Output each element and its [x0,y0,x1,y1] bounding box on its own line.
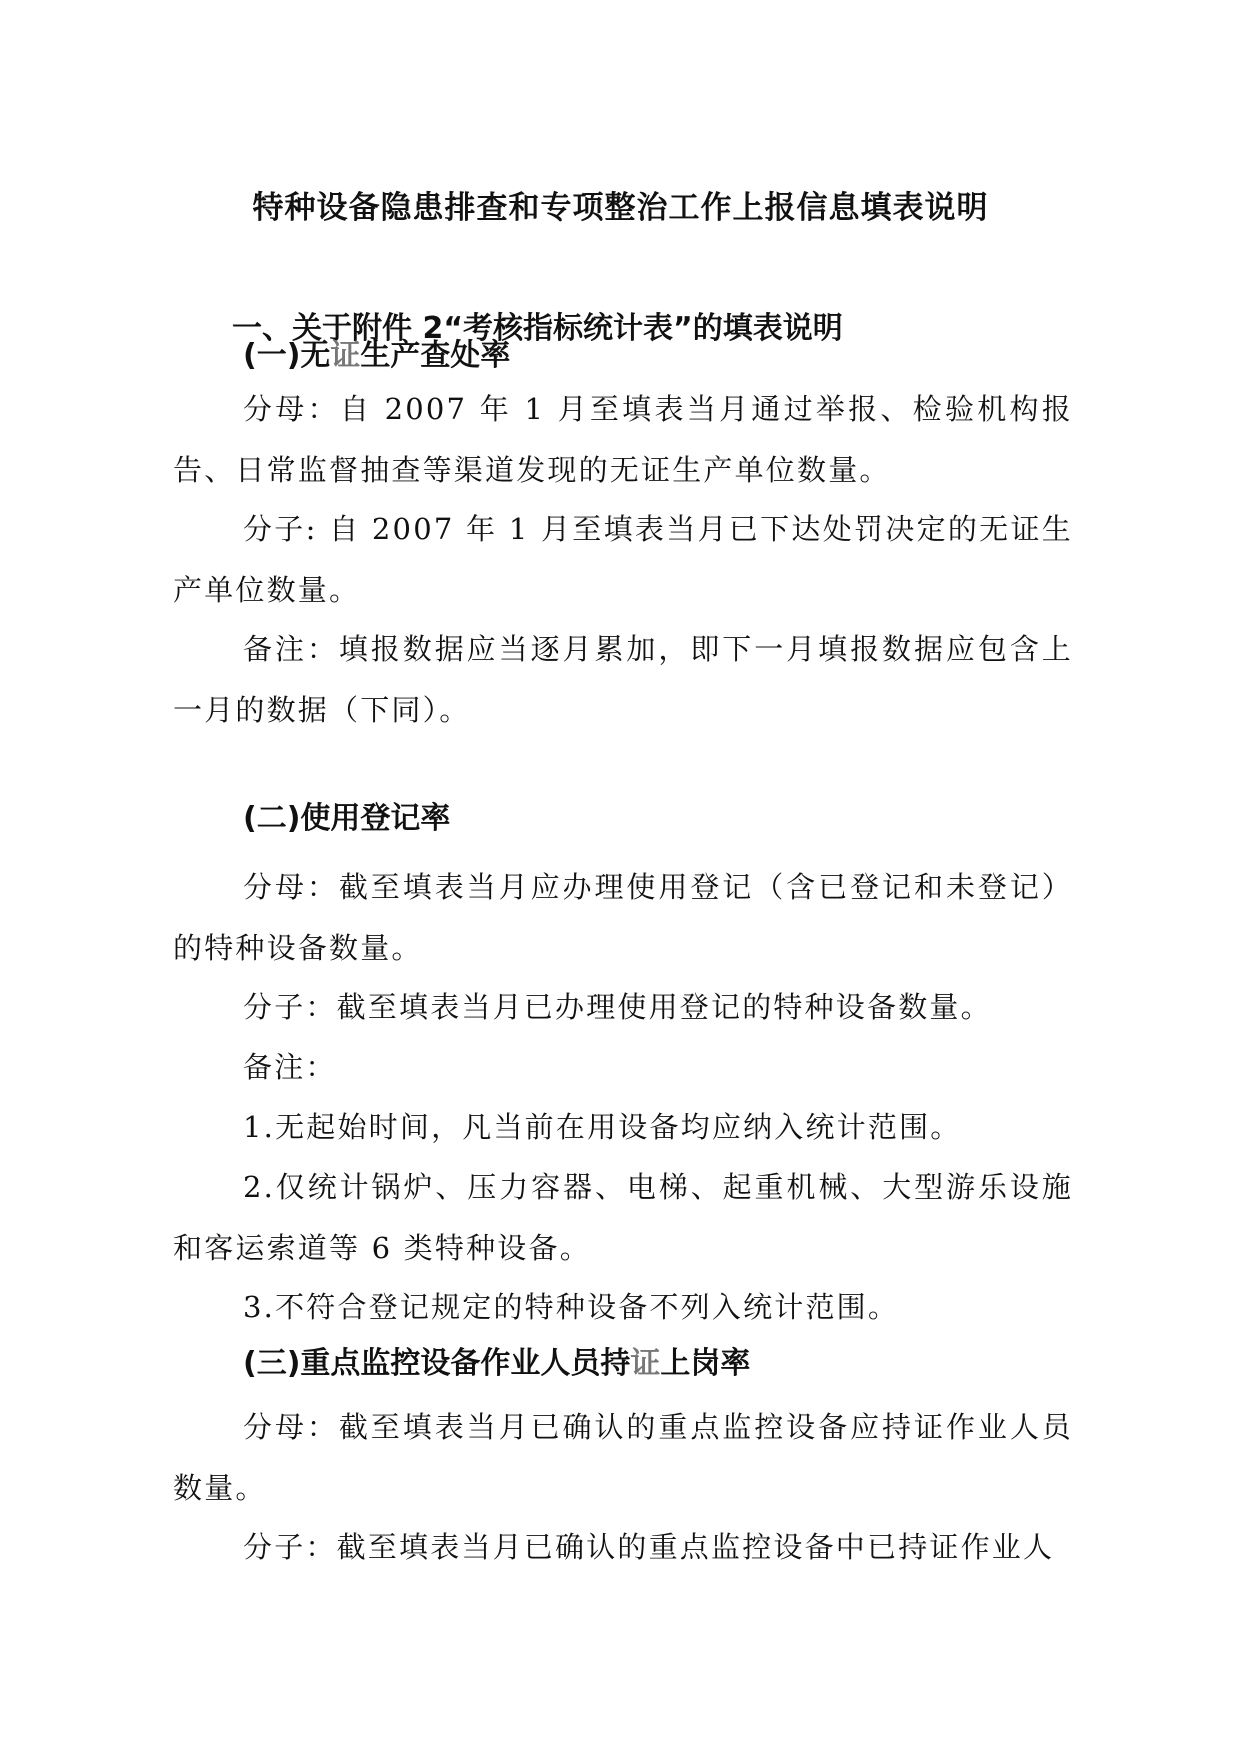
item3-heading-mid: 证 [630,1346,661,1381]
item1-heading-pre: (一)无 [243,338,331,373]
item2-denominator: 分母：截至填表当月应办理使用登记（含已登记和未登记）的特种设备数量。 [173,870,1073,965]
item1-heading-mid: 证 [330,338,361,373]
item2-note-1: 1.无起始时间，凡当前在用设备均应纳入统计范围。 [243,1110,962,1144]
item2-note-3: 3.不符合登记规定的特种设备不列入统计范围。 [243,1290,900,1324]
item1-denominator: 分母：自 2007 年 1 月至填表当月通过举报、检验机构报告、日常监督抽查等渠道发现的无证生产单位数量。 [173,392,1073,487]
item2-note-label: 备注： [243,1050,337,1084]
item1-heading [243,333,510,379]
item2-heading: (二)使用登记率 [243,801,451,836]
item1-numerator: 分子: 自 2007 年 1 月至填表当月已下达处罚决定的无证生产单位数量。 [173,512,1073,607]
item3-denominator: 分母：截至填表当月已确认的重点监控设备应持证作业人员数量。 [173,1410,1073,1505]
document-title: 特种设备隐患排查和专项整治工作上报信息填表说明 [252,190,989,226]
item2-numerator: 分子：截至填表当月已办理使用登记的特种设备数量。 [243,990,992,1024]
item3-heading [243,1341,750,1387]
item2-note-2: 2.仅统计锅炉、压力容器、电梯、起重机械、大型游乐设施和客运索道等 6 类特种设备。 [173,1170,1073,1265]
item1-heading-post: 生产查处率 [360,338,511,373]
item3-heading-pre: (三)重点监控设备作业人员持 [243,1346,631,1381]
item3-numerator: 分子：截至填表当月已确认的重点监控设备中已持证作业人 [243,1530,1055,1564]
item1-note: 备注：填报数据应当逐月累加，即下一月填报数据应包含上一月的数据（下同）。 [173,632,1073,727]
item3-heading-post: 上岗率 [660,1346,751,1381]
section-heading: 一、关于附件 2“考核指标统计表”的填表说明 [232,311,843,346]
